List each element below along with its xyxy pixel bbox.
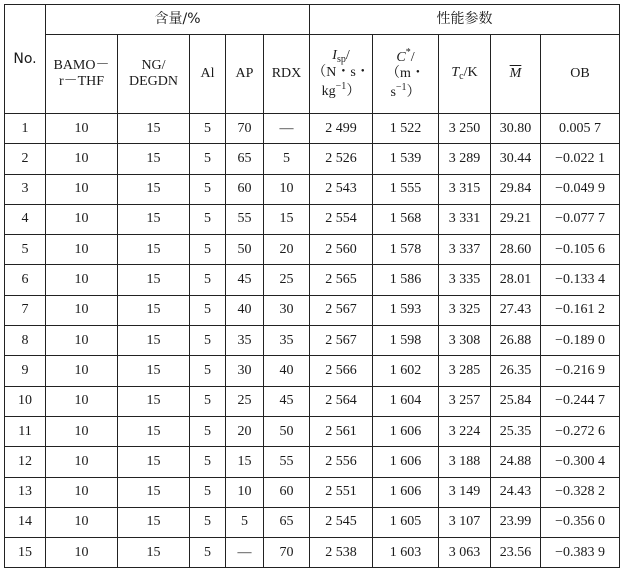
cell-m: 23.56	[491, 538, 541, 568]
cell-ap: 45	[226, 265, 264, 295]
col-header-ob: OB	[541, 35, 620, 114]
cell-isp: 2 545	[310, 507, 373, 537]
cell-ap: 60	[226, 174, 264, 204]
header-group-row	[5, 5, 620, 35]
cell-c: 1 606	[373, 477, 439, 507]
cell-rdx: 45	[264, 386, 310, 416]
cell-ob: −0.244 7	[541, 386, 620, 416]
cstar-unit: （m・s	[386, 65, 425, 101]
cell-m: 25.84	[491, 386, 541, 416]
cell-rdx: 70	[264, 538, 310, 568]
isp-symbol: I	[332, 47, 337, 63]
cell-ap: 25	[226, 386, 264, 416]
cell-tc: 3 289	[439, 144, 491, 174]
cell-al: 5	[190, 174, 226, 204]
col-header-ng-line1: NG/	[141, 57, 166, 73]
cell-bamo: 10	[46, 447, 118, 477]
cell-ng: 15	[118, 416, 190, 446]
header-column-row	[5, 35, 620, 114]
table-body	[5, 114, 620, 568]
cell-bamo: 10	[46, 386, 118, 416]
cell-al: 5	[190, 235, 226, 265]
cell-no: 15	[5, 538, 46, 568]
tc-subscript: c	[459, 71, 464, 83]
cell-ng: 15	[118, 235, 190, 265]
cell-ob: −0.328 2	[541, 477, 620, 507]
cell-tc: 3 325	[439, 295, 491, 325]
cell-rdx: 40	[264, 356, 310, 386]
cell-bamo: 10	[46, 326, 118, 356]
cell-c: 1 568	[373, 204, 439, 234]
cell-bamo: 10	[46, 356, 118, 386]
tc-unit: /K	[463, 65, 478, 81]
col-header-no: No.	[5, 5, 46, 114]
cell-rdx: 60	[264, 477, 310, 507]
cell-al: 5	[190, 265, 226, 295]
cell-ap: 5	[226, 507, 264, 537]
cell-rdx: 65	[264, 507, 310, 537]
cell-no: 10	[5, 386, 46, 416]
cell-m: 28.60	[491, 235, 541, 265]
tc-symbol: T	[451, 65, 460, 81]
col-header-bamo	[46, 35, 118, 114]
table-row	[5, 416, 620, 446]
cell-tc: 3 188	[439, 447, 491, 477]
col-header-ng	[118, 35, 190, 114]
cell-c: 1 578	[373, 235, 439, 265]
cell-no: 7	[5, 295, 46, 325]
cell-tc: 3 315	[439, 174, 491, 204]
cell-ap: 10	[226, 477, 264, 507]
cell-ng: 15	[118, 144, 190, 174]
cell-al: 5	[190, 326, 226, 356]
cell-ap: 70	[226, 114, 264, 144]
cell-isp: 2 499	[310, 114, 373, 144]
cell-ob: −0.216 9	[541, 356, 620, 386]
cell-isp: 2 565	[310, 265, 373, 295]
col-header-rdx: RDX	[264, 35, 310, 114]
cell-m: 28.01	[491, 265, 541, 295]
cell-rdx: 25	[264, 265, 310, 295]
cstar-unit-end: ）	[406, 85, 421, 101]
cstar-symbol: C	[396, 49, 406, 65]
cell-al: 5	[190, 114, 226, 144]
cell-isp: 2 567	[310, 326, 373, 356]
cell-ob: −0.077 7	[541, 204, 620, 234]
cell-isp: 2 556	[310, 447, 373, 477]
cell-bamo: 10	[46, 144, 118, 174]
table-row	[5, 144, 620, 174]
cell-rdx: 30	[264, 295, 310, 325]
cell-ob: −0.383 9	[541, 538, 620, 568]
table-row	[5, 477, 620, 507]
isp-unit-end: ）	[346, 84, 361, 100]
cell-c: 1 598	[373, 326, 439, 356]
col-header-m	[491, 35, 541, 114]
cell-m: 24.43	[491, 477, 541, 507]
cell-no: 1	[5, 114, 46, 144]
cell-no: 13	[5, 477, 46, 507]
cell-al: 5	[190, 295, 226, 325]
cell-no: 6	[5, 265, 46, 295]
cell-ap: 30	[226, 356, 264, 386]
cell-bamo: 10	[46, 477, 118, 507]
cell-al: 5	[190, 538, 226, 568]
cell-rdx: —	[264, 114, 310, 144]
col-header-al: Al	[190, 35, 226, 114]
cell-al: 5	[190, 356, 226, 386]
cell-ap: 55	[226, 204, 264, 234]
cell-rdx: 20	[264, 235, 310, 265]
isp-unit-line2: kg	[321, 84, 336, 100]
cell-no: 14	[5, 507, 46, 537]
cell-rdx: 35	[264, 326, 310, 356]
cell-m: 29.84	[491, 174, 541, 204]
cell-rdx: 50	[264, 416, 310, 446]
isp-unit-line1: （N・s・	[312, 65, 370, 81]
cell-m: 27.43	[491, 295, 541, 325]
cell-c: 1 586	[373, 265, 439, 295]
table-row	[5, 507, 620, 537]
cell-no: 9	[5, 356, 46, 386]
cell-ob: −0.022 1	[541, 144, 620, 174]
table-row	[5, 447, 620, 477]
cell-tc: 3 224	[439, 416, 491, 446]
cstar-sup: *	[405, 46, 411, 58]
table-row	[5, 265, 620, 295]
cell-rdx: 10	[264, 174, 310, 204]
cell-no: 2	[5, 144, 46, 174]
table-row	[5, 538, 620, 568]
cell-ob: −0.189 0	[541, 326, 620, 356]
cell-tc: 3 308	[439, 326, 491, 356]
cstar-unit-sup: −1	[395, 82, 407, 94]
cell-no: 5	[5, 235, 46, 265]
cell-al: 5	[190, 416, 226, 446]
cell-ng: 15	[118, 174, 190, 204]
cell-no: 4	[5, 204, 46, 234]
cell-no: 11	[5, 416, 46, 446]
cell-ob: −0.133 4	[541, 265, 620, 295]
cell-rdx: 15	[264, 204, 310, 234]
cell-bamo: 10	[46, 416, 118, 446]
cell-tc: 3 285	[439, 356, 491, 386]
cell-isp: 2 567	[310, 295, 373, 325]
cell-ng: 15	[118, 386, 190, 416]
col-header-ap: AP	[226, 35, 264, 114]
cell-m: 26.88	[491, 326, 541, 356]
group-header-content: 含量/%	[46, 5, 310, 35]
cell-m: 30.80	[491, 114, 541, 144]
cell-ob: −0.049 9	[541, 174, 620, 204]
cell-isp: 2 564	[310, 386, 373, 416]
cell-c: 1 593	[373, 295, 439, 325]
formulation-table	[4, 4, 620, 568]
cell-rdx: 5	[264, 144, 310, 174]
cell-ap: 15	[226, 447, 264, 477]
cell-c: 1 604	[373, 386, 439, 416]
col-header-cstar: C*/ （m・$s^{-1}$）	[373, 35, 439, 114]
cell-ob: 0.005 7	[541, 114, 620, 144]
cell-ap: 35	[226, 326, 264, 356]
cell-isp: 2 538	[310, 538, 373, 568]
cell-al: 5	[190, 386, 226, 416]
cell-c: 1 522	[373, 114, 439, 144]
cell-ap: 40	[226, 295, 264, 325]
cell-c: 1 603	[373, 538, 439, 568]
cell-isp: 2 543	[310, 174, 373, 204]
cell-ob: −0.272 6	[541, 416, 620, 446]
cell-bamo: 10	[46, 538, 118, 568]
cell-rdx: 55	[264, 447, 310, 477]
cell-m: 25.35	[491, 416, 541, 446]
table-row	[5, 386, 620, 416]
cell-m: 24.88	[491, 447, 541, 477]
cell-al: 5	[190, 507, 226, 537]
cell-al: 5	[190, 144, 226, 174]
cell-tc: 3 257	[439, 386, 491, 416]
cell-c: 1 539	[373, 144, 439, 174]
group-header-performance: 性能参数	[310, 5, 620, 35]
cell-tc: 3 250	[439, 114, 491, 144]
table-row	[5, 114, 620, 144]
cell-m: 26.35	[491, 356, 541, 386]
m-symbol: $\overline{M}$	[509, 65, 522, 81]
cell-ap: 20	[226, 416, 264, 446]
table-row	[5, 326, 620, 356]
isp-unit-sup: −1	[335, 81, 347, 93]
table-row	[5, 204, 620, 234]
cell-c: 1 606	[373, 416, 439, 446]
col-header-ng-line2: DEGDN	[129, 74, 178, 89]
cell-ap: —	[226, 538, 264, 568]
cell-c: 1 605	[373, 507, 439, 537]
cell-c: 1 602	[373, 356, 439, 386]
cell-isp: 2 551	[310, 477, 373, 507]
cell-c: 1 555	[373, 174, 439, 204]
cell-ob: −0.300 4	[541, 447, 620, 477]
cell-al: 5	[190, 204, 226, 234]
table-row	[5, 356, 620, 386]
cell-ob: −0.356 0	[541, 507, 620, 537]
col-header-bamo-line1: BAMO－	[53, 57, 110, 73]
cell-isp: 2 554	[310, 204, 373, 234]
cell-bamo: 10	[46, 235, 118, 265]
cell-no: 12	[5, 447, 46, 477]
cell-no: 3	[5, 174, 46, 204]
cell-isp: 2 526	[310, 144, 373, 174]
cell-ob: −0.161 2	[541, 295, 620, 325]
cell-no: 8	[5, 326, 46, 356]
cell-ng: 15	[118, 295, 190, 325]
cell-bamo: 10	[46, 507, 118, 537]
cell-tc: 3 335	[439, 265, 491, 295]
col-header-tc	[439, 35, 491, 114]
cell-tc: 3 063	[439, 538, 491, 568]
table-row	[5, 295, 620, 325]
cell-ng: 15	[118, 204, 190, 234]
cell-ap: 65	[226, 144, 264, 174]
cell-ng: 15	[118, 477, 190, 507]
cell-isp: 2 566	[310, 356, 373, 386]
cell-bamo: 10	[46, 265, 118, 295]
table-row	[5, 235, 620, 265]
cell-bamo: 10	[46, 174, 118, 204]
isp-subscript: sp	[336, 53, 346, 65]
cell-ob: −0.105 6	[541, 235, 620, 265]
cell-isp: 2 561	[310, 416, 373, 446]
cell-m: 30.44	[491, 144, 541, 174]
cell-ng: 15	[118, 507, 190, 537]
cell-al: 5	[190, 477, 226, 507]
col-header-isp: $I_{sp}/$ （N・s・ $kg^{-1}$）	[310, 35, 373, 114]
cell-tc: 3 331	[439, 204, 491, 234]
cell-ng: 15	[118, 114, 190, 144]
cell-tc: 3 337	[439, 235, 491, 265]
cell-al: 5	[190, 447, 226, 477]
col-header-bamo-line2: r－THF	[58, 74, 105, 89]
cell-ng: 15	[118, 265, 190, 295]
cell-ng: 15	[118, 356, 190, 386]
cell-isp: 2 560	[310, 235, 373, 265]
cell-bamo: 10	[46, 295, 118, 325]
cell-ng: 15	[118, 538, 190, 568]
cell-tc: 3 107	[439, 507, 491, 537]
cell-m: 23.99	[491, 507, 541, 537]
table-row	[5, 174, 620, 204]
cell-bamo: 10	[46, 204, 118, 234]
cell-ap: 50	[226, 235, 264, 265]
cell-tc: 3 149	[439, 477, 491, 507]
cell-m: 29.21	[491, 204, 541, 234]
cell-ng: 15	[118, 447, 190, 477]
cell-ng: 15	[118, 326, 190, 356]
cell-bamo: 10	[46, 114, 118, 144]
cell-c: 1 606	[373, 447, 439, 477]
